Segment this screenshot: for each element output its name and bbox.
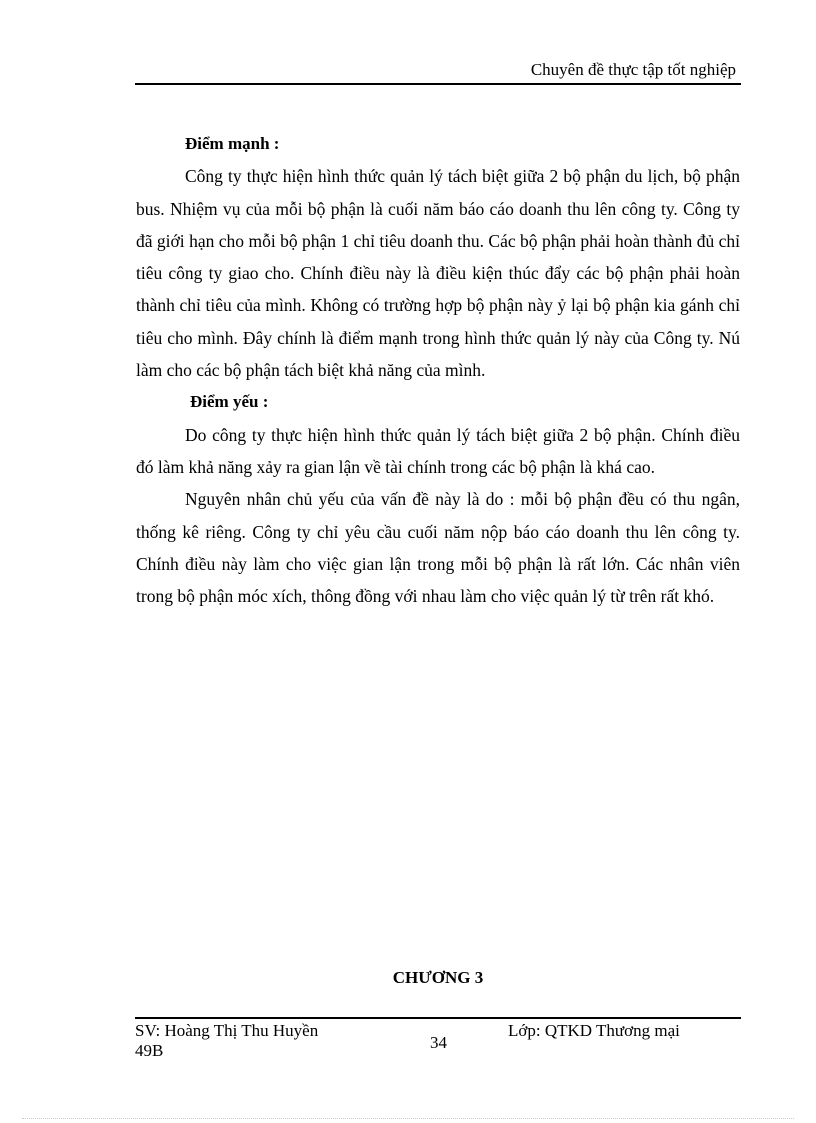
weaknesses-paragraph: Do công ty thực hiện hình thức quản lý tách biệt giữa 2 bộ phận. Chính điều đó làm khả năng xảy ra gian lận về tài chính trong các bộ phận là khá cao.	[136, 424, 740, 477]
body-content	[136, 128, 740, 612]
footer-student-cohort: 49B	[135, 1041, 164, 1060]
strengths-heading: Điểm mạnh :	[185, 134, 280, 153]
weaknesses-heading: Điểm yếu :	[190, 392, 269, 412]
footer-student-name: SV: Hoàng Thị Thu Huyền	[135, 1021, 319, 1040]
page-bottom-divider	[22, 1118, 794, 1119]
strengths-paragraph: Công ty thực hiện hình thức quản lý tách biệt giữa 2 bộ phận du lịch, bộ phận bus. Nhiệm vụ của mỗi bộ phận là cuối năm báo cáo doanh thu lên công ty. Công ty đã giới hạn cho mỗi bộ phận 1 chỉ tiêu doanh thu. Các bộ phận phải hoàn thành đủ chỉ tiêu công ty giao cho. Chính điều này là điều kiện thúc đẩy các bộ phận phải hoàn thành chỉ tiêu của mình. Không có trường hợp bộ phận này ỷ lại bộ phận kia gánh chỉ tiêu cho mình. Đây chính là điểm mạnh trong hình thức quản lý này của Công ty. Nú làm cho các bộ phận tách biệt khả năng của mình.	[136, 166, 740, 381]
page-number: 34	[430, 1033, 447, 1052]
footer-student	[135, 1021, 318, 1061]
footer-class: Lớp: QTKD Thương mại	[508, 1021, 680, 1040]
chapter-title: CHƯƠNG 3	[392, 968, 484, 987]
footer-rule	[135, 1017, 741, 1019]
header-title: Chuyên đề thực tập tốt nghiệp	[530, 60, 736, 79]
cause-paragraph: Nguyên nhân chủ yếu của vấn đề này là do : mỗi bộ phận đều có thu ngân, thống kê riêng. Công ty chỉ yêu cầu cuối năm nộp báo cáo doanh thu lên công ty. Chính điều này làm cho việc gian lận trong mỗi bộ phận là rất lớn. Các nhân viên trong bộ phận móc xích, thông đồng với nhau làm cho việc quản lý từ trên rất khó.	[136, 489, 740, 607]
header-rule	[135, 83, 741, 85]
